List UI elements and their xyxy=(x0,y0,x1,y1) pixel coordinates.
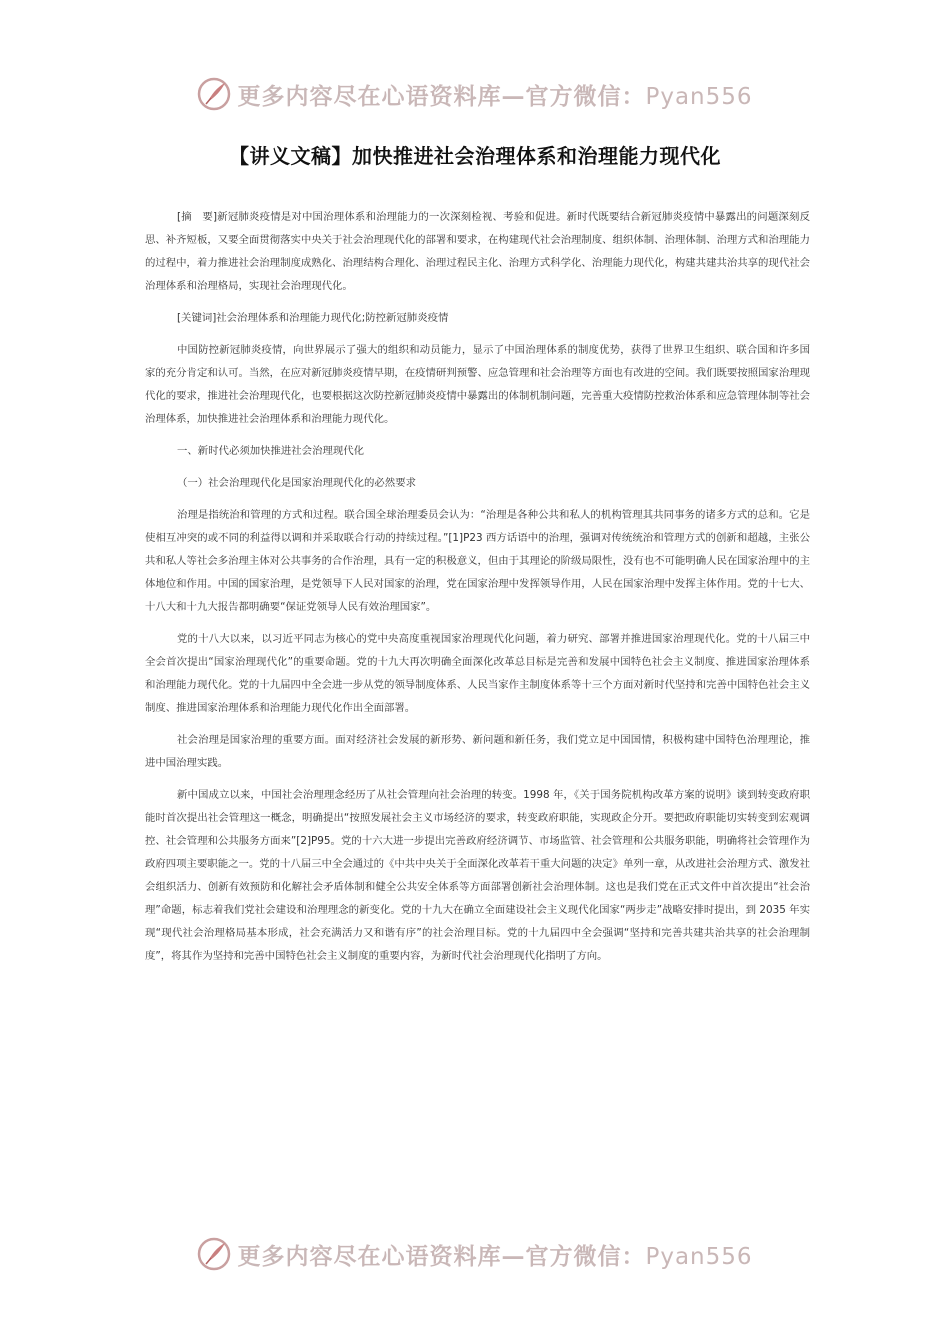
document-body xyxy=(145,206,810,977)
body-paragraph: 社会治理是国家治理的重要方面。面对经济社会发展的新形势、新问题和新任务，我们党立足中国国情，积极构建中国特色治理理论，推进中国治理实践。 xyxy=(145,734,810,769)
header-watermark-banner xyxy=(0,70,950,118)
subsection-heading: （一）社会治理现代化是国家治理现代化的必然要求 xyxy=(177,477,416,489)
watermark-text: 更多内容尽在心语资料库—官方微信：Pyan556 xyxy=(237,1242,753,1270)
body-paragraph: 新中国成立以来，中国社会治理理念经历了从社会管理向社会治理的转变。1998 年，《关于国务院机构改革方案的说明》谈到转变政府职能时首次提出社会管理这一概念，明确提出“按照发展社会主义市场经济的要求，转变政府职能，实现政企分开。要把政府职能切实转变到宏观调控、社会管理和公共服务方面来”[2]P95。党的十六大进一步提出完善政府经济调节、市场监管、社会管理和公共服务职能，明确将社会管理作为政府四项主要职能之一。党的十八届三中全会通过的《中共中央关于全面深化改革若干重大问题的决定》单列一章，从改进社会治理方式、激发社会组织活力、创新有效预防和化解社会矛盾体制和健全公共安全体系等方面部署创新社会治理体制。这也是我们党在正式文件中首次提出“社会治理”命题，标志着我们党社会建设和治理理念的新变化。党的十九大在确立全面建设社会主义现代化国家“两步走”战略安排时提出，到 2035 年实现“现代社会治理格局基本形成，社会充满活力又和谐有序”的社会治理目标。党的十九届四中全会强调“坚持和完善共建共治共享的社会治理制度”，将其作为坚持和完善中国特色社会主义制度的重要内容，为新时代社会治理现代化指明了方向。 xyxy=(145,789,810,962)
watermark-text: 更多内容尽在心语资料库—官方微信：Pyan556 xyxy=(237,82,753,110)
quill-pen-logo-icon xyxy=(197,1237,231,1271)
document-title: 【讲义文稿】加快推进社会治理体系和治理能力现代化 xyxy=(229,144,721,168)
abstract-paragraph: [摘 要]新冠肺炎疫情是对中国治理体系和治理能力的一次深刻检视、考验和促进。新时代既要结合新冠肺炎疫情中暴露出的问题深刻反思、补齐短板，又要全面贯彻落实中央关于社会治理现代化的部署和要求，在构建现代社会治理制度、组织体制、治理体制、治理方式和治理能力的过程中，着力推进社会治理制度成熟化、治理结构合理化、治理过程民主化、治理方式科学化、治理能力现代化，构建共建共治共享的现代社会治理体系和治理格局，实现社会治理现代化。 xyxy=(145,211,810,292)
quill-pen-logo-icon xyxy=(197,77,231,111)
body-paragraph: 中国防控新冠肺炎疫情，向世界展示了强大的组织和动员能力，显示了中国治理体系的制度优势，获得了世界卫生组织、联合国和许多国家的充分肯定和认可。当然，在应对新冠肺炎疫情早期，在疫情研判预警、应急管理和社会治理等方面也有改进的空间。我们既要按照国家治理现代化的要求，推进社会治理现代化，也要根据这次防控新冠肺炎疫情中暴露出的体制机制问题，完善重大疫情防控救治体系和应急管理体制等社会治理体系，加快推进社会治理体系和治理能力现代化。 xyxy=(145,344,810,425)
body-paragraph: 治理是指统治和管理的方式和过程。联合国全球治理委员会认为：“治理是各种公共和私人的机构管理其共同事务的诸多方式的总和。它是使相互冲突的或不同的利益得以调和并采取联合行动的持续过程。”[1]P23 西方话语中的治理，强调对传统统治和管理方式的创新和超越，主张公共和私人等社会多治理主体对公共事务的合作治理，具有一定的积极意义，但由于其理论的阶级局限性，没有也不可能明确人民在国家治理中的主体地位和作用。中国的国家治理，是党领导下人民对国家的治理，党在国家治理中发挥领导作用，人民在国家治理中发挥主体作用。党的十七大、十八大和十九大报告都明确要“保证党领导人民有效治理国家”。 xyxy=(145,509,810,613)
section-heading: 一、新时代必须加快推进社会治理现代化 xyxy=(177,445,365,457)
body-paragraph: 党的十八大以来，以习近平同志为核心的党中央高度重视国家治理现代化问题，着力研究、部署并推进国家治理现代化。党的十八届三中全会首次提出“国家治理现代化”的重要命题。党的十九大再次明确全面深化改革总目标是完善和发展中国特色社会主义制度、推进国家治理体系和治理能力现代化。党的十九届四中全会进一步从党的领导制度体系、人民当家作主制度体系等十三个方面对新时代坚持和完善中国特色社会主义制度、推进国家治理体系和治理能力现代化作出全面部署。 xyxy=(145,633,810,714)
keywords-paragraph: [关键词]社会治理体系和治理能力现代化;防控新冠肺炎疫情 xyxy=(177,312,449,324)
footer-watermark-banner xyxy=(0,1230,950,1278)
